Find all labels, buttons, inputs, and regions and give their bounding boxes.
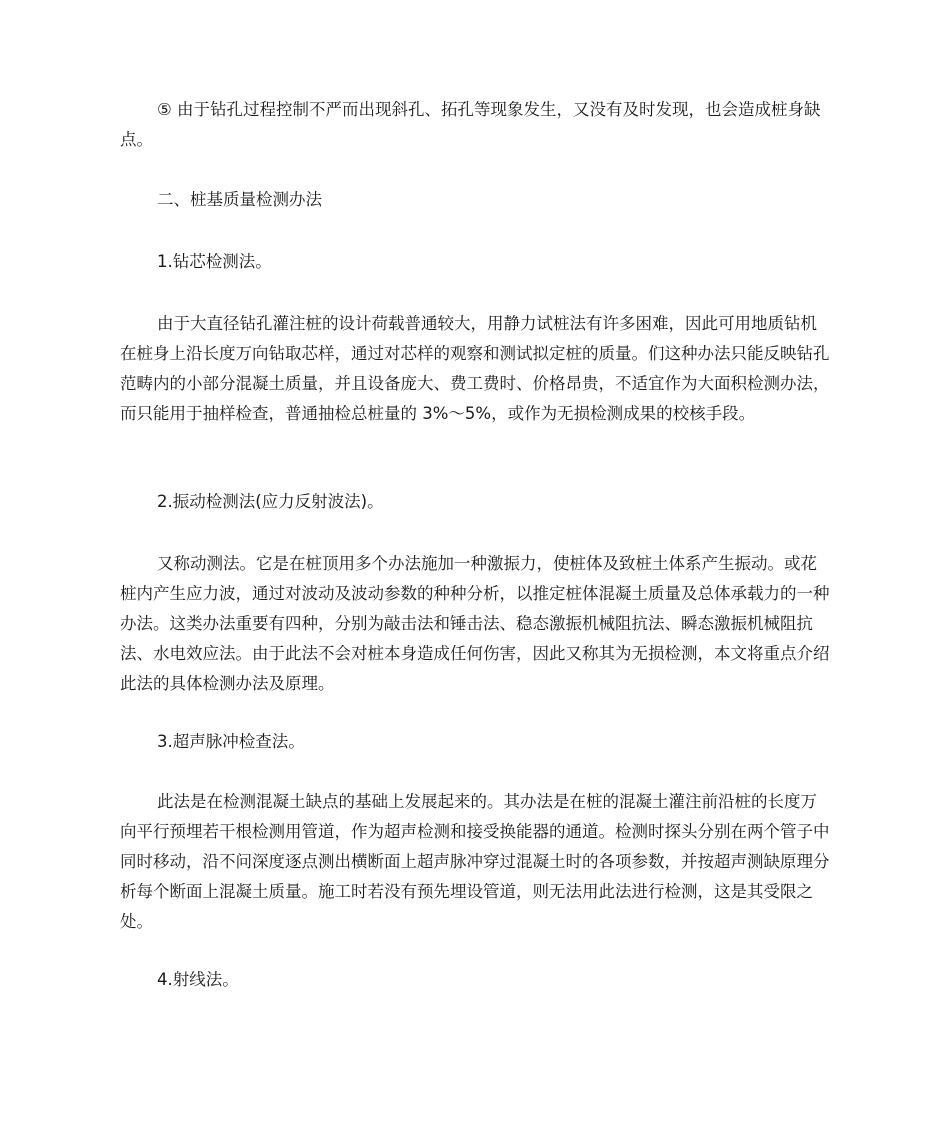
paragraph-vibration-testing-method: 又称动测法。它是在桩顶用多个办法施加一种激振力，使桩体及致桩土体系产生振动。或花桩内产生应力波，通过对波动及波动参数的种种分析，以推定桩体混凝土质量及总体承载力的一种办法。这类办法重要有四种，分别为敲击法和锤击法、稳态激振机械阻抗法、瞬态激振机械阻抗法、水电效应法。由于此法不会对桩本身造成任何伤害，因此又称其为无损检测，本文将重点介绍此法的具体检测办法及原理。 [120,554,830,693]
paragraph-defect-cause-5: ⑤ 由于钻孔过程控制不严而出现斜孔、拓孔等现象发生，又没有及时发现，也会造成桩身缺点。 [120,100,821,149]
paragraph-core-drilling-method: 由于大直径钻孔灌注桩的设计荷载普通较大，用静力试桩法有许多困难，因此可用地质钻机在桩身上沿长度万向钻取芯样，通过对芯样的观察和测试拟定桩的质量。们这种办法只能反映钻孔范畴内的小部分混凝土质量，并且设备庞大、费工费时、价格昂贵，不适宜作为大面积检测办法，而只能用于抽样检查，普通抽检总桩量的 3%～5%，或作为无损检测成果的校核手段。 [120,314,830,423]
subheading-vibration-testing-method: 2.振动检测法(应力反射波法)。 [157,492,384,511]
paragraph-ultrasonic-pulse-method: 此法是在检测混凝土缺点的基础上发展起来的。其办法是在桩的混凝土灌注前沿桩的长度万向平行预埋若干根检测用管道，作为超声检测和接受换能器的通道。检测时探头分别在两个管子中同时移动，沿不问深度逐点测出横断面上超声脉冲穿过混凝土时的各项参数，并按超声测缺原理分析每个断面上混凝土质量。施工时若没有预先埋设管道，则无法用此法进行检测，这是其受限之处。 [120,792,830,931]
section-heading-pile-quality-testing: 二、桩基质量检测办法 [157,190,322,209]
subheading-core-drilling-method: 1.钻芯检测法。 [157,252,272,271]
subheading-radiographic-method: 4.射线法。 [157,970,239,989]
subheading-ultrasonic-pulse-method: 3.超声脉冲检查法。 [157,732,305,751]
